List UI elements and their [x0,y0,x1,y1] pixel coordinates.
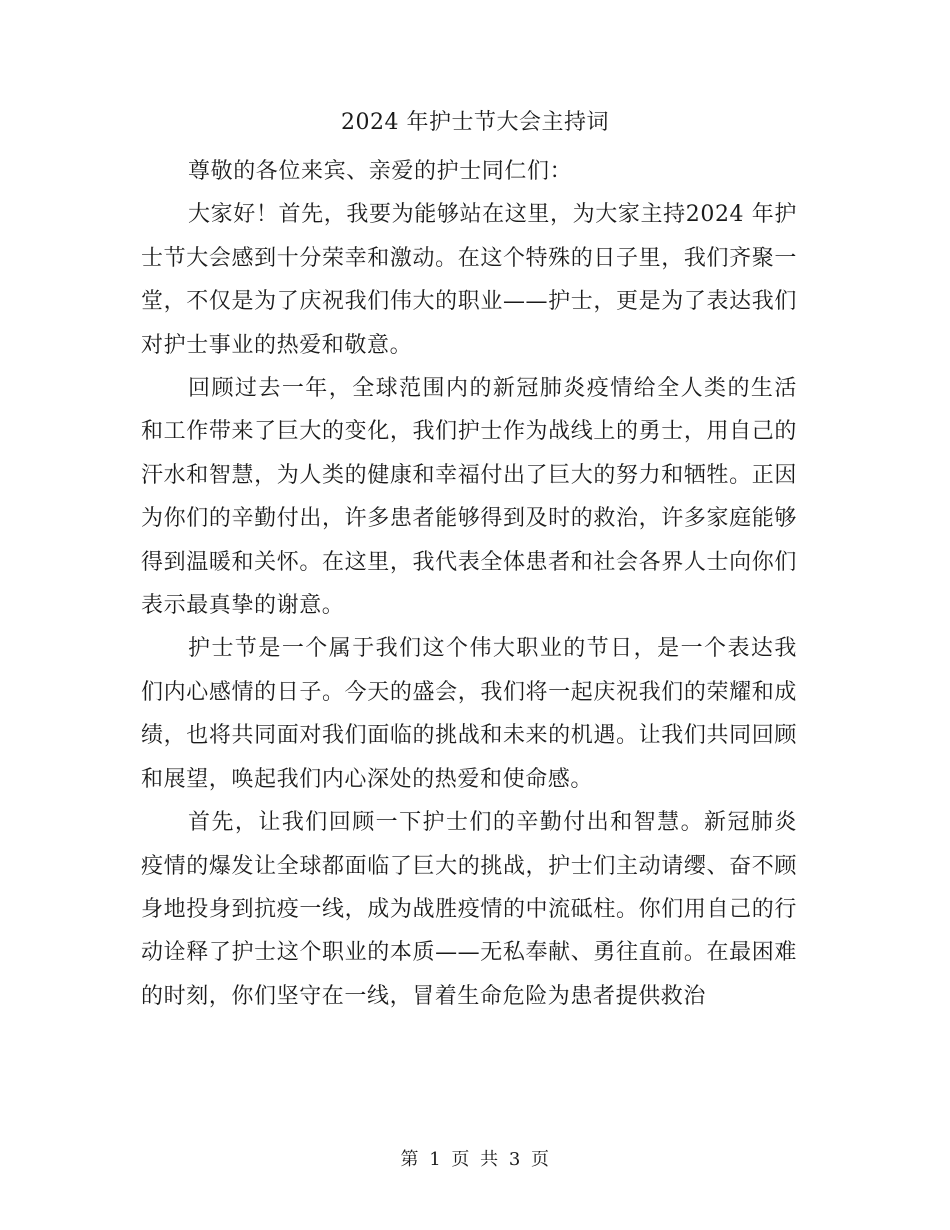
document-title: 2024 年护士节大会主持词 [341,110,609,135]
salutation: 尊敬的各位来宾、亲爱的护士同仁们： [188,159,573,184]
paragraph-4: 首先，让我们回顾一下护士们的辛勤付出和智慧。新冠肺炎疫情的爆发让全球都面临了巨大的挑战，护士们主动请缨、奋不顾身地投身到抗疫一线，成为战胜疫情的中流砥柱。你们用自己的行动诠释了护士这个职业的本质——无私奉献、勇往直前。在最困难的时刻，你们坚守在一线，冒着生命危险为患者提供救治 [141,810,797,1009]
paragraph-2: 回顾过去一年，全球范围内的新冠肺炎疫情给全人类的生活和工作带来了巨大的变化，我们护士作为战线上的勇士，用自己的汗水和智慧，为人类的健康和幸福付出了巨大的努力和牺牲。正因为你们的辛勤付出，许多患者能够得到及时的救治，许多家庭能够得到温暖和关怀。在这里，我代表全体患者和社会各界人士向你们表示最真挚的谢意。 [141,376,797,619]
page-number-footer: 第 1 页 共 3 页 [400,1149,550,1170]
paragraph-1: 大家好！首先，我要为能够站在这里，为大家主持2024 年护士节大会感到十分荣幸和激动。在这个特殊的日子里，我们齐聚一堂，不仅是为了庆祝我们伟大的职业——护士，更是为了表达我们对护士事业的热爱和敬意。 [141,202,797,358]
document-body [141,150,797,1018]
paragraph-3: 护士节是一个属于我们这个伟大职业的节日，是一个表达我们内心感情的日子。今天的盛会，我们将一起庆祝我们的荣耀和成绩，也将共同面对我们面临的挑战和未来的机遇。让我们共同回顾和展望，唤起我们内心深处的热爱和使命感。 [141,636,797,792]
